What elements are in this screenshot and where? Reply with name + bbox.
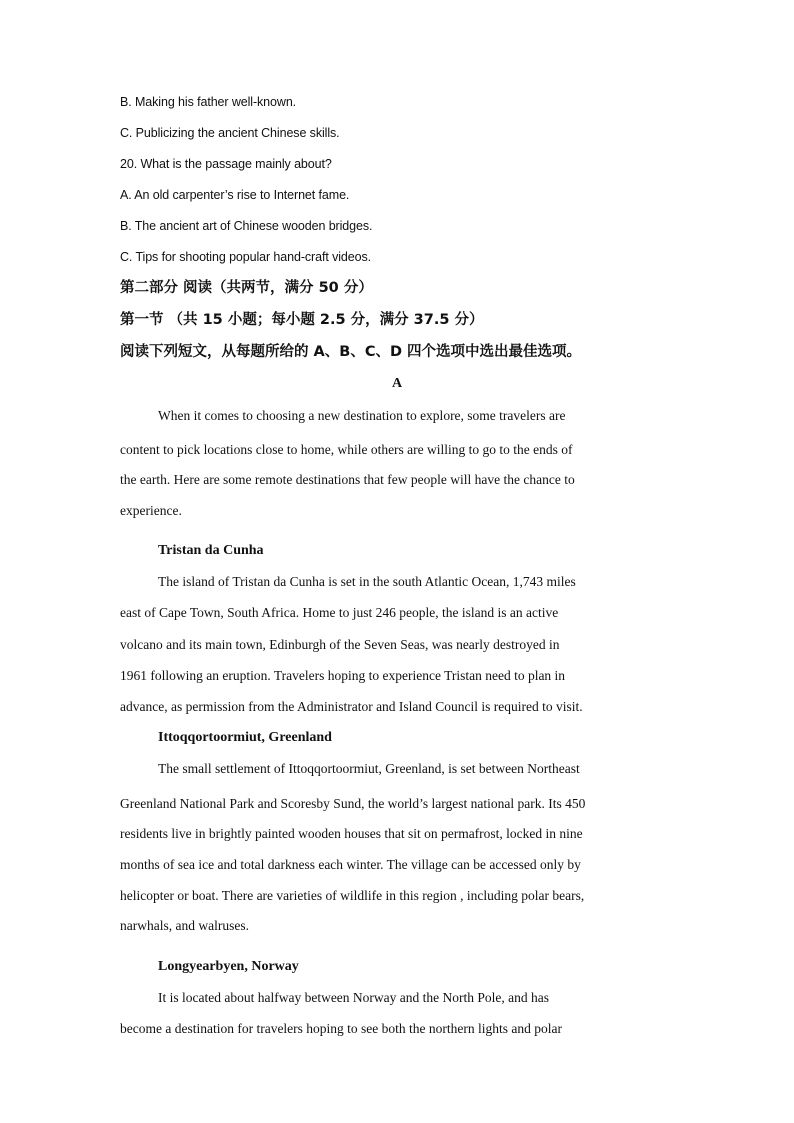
- ittoqqortoormiut-line-6: narwhals, and walruses.: [120, 918, 249, 933]
- passage-label: A: [391, 376, 403, 391]
- intro-line-2: content to pick locations close to home, while others are willing to go to the ends of: [120, 442, 573, 457]
- question-20-stem: 20. What is the passage mainly about?: [120, 157, 332, 171]
- part-two-title: 第二部分 阅读（共两节，满分 50 分）: [120, 280, 373, 296]
- ittoqqortoormiut-line-3: residents live in brightly painted wooden houses that sit on permafrost, locked in nine: [120, 826, 583, 841]
- ittoqqortoormiut-line-4: months of sea ice and total darkness each winter. The village can be accessed only by: [120, 857, 581, 872]
- reading-instruction: 阅读下列短文，从每题所给的 A、B、C、D 四个选项中选出最佳选项。: [120, 344, 582, 360]
- ittoqqortoormiut-line-1: The small settlement of Ittoqqortoormiut, Greenland, is set between Northeast: [158, 761, 580, 776]
- ittoqqortoormiut-heading: Ittoqqortoormiut, Greenland: [158, 730, 332, 745]
- intro-line-3: the earth. Here are some remote destinations that few people will have the chance to: [120, 472, 575, 487]
- option-c-prev: C. Publicizing the ancient Chinese skills.: [120, 126, 340, 140]
- tristan-heading: Tristan da Cunha: [158, 543, 264, 558]
- ittoqqortoormiut-line-5: helicopter or boat. There are varieties of wildlife in this region , including polar bears,: [120, 888, 585, 903]
- tristan-line-5: advance, as permission from the Administrator and Island Council is required to visit.: [120, 699, 583, 714]
- tristan-line-2: east of Cape Town, South Africa. Home to just 246 people, the island is an active: [120, 605, 559, 620]
- option-b-prev: B. Making his father well-known.: [120, 95, 297, 109]
- longyearbyen-heading: Longyearbyen, Norway: [158, 959, 299, 974]
- question-20-option-a: A. An old carpenter’s rise to Internet fame.: [120, 188, 350, 202]
- longyearbyen-line-1: It is located about halfway between Norway and the North Pole, and has: [158, 990, 550, 1005]
- longyearbyen-line-2: become a destination for travelers hoping to see both the northern lights and polar: [120, 1021, 562, 1036]
- section-one-title: 第一节 （共 15 小题；每小题 2.5 分，满分 37.5 分）: [120, 312, 484, 328]
- ittoqqortoormiut-line-2: Greenland National Park and Scoresby Sund, the world’s largest national park. Its 450: [120, 796, 586, 811]
- intro-line-1: When it comes to choosing a new destination to explore, some travelers are: [158, 408, 566, 423]
- tristan-line-4: 1961 following an eruption. Travelers hoping to experience Tristan need to plan in: [120, 668, 566, 683]
- question-20-option-c: C. Tips for shooting popular hand-craft videos.: [120, 250, 371, 264]
- tristan-line-1: The island of Tristan da Cunha is set in the south Atlantic Ocean, 1,743 miles: [158, 574, 576, 589]
- intro-line-4: experience.: [120, 503, 182, 518]
- tristan-line-3: volcano and its main town, Edinburgh of the Seven Seas, was nearly destroyed in: [120, 637, 560, 652]
- question-20-option-b: B. The ancient art of Chinese wooden bridges.: [120, 219, 373, 233]
